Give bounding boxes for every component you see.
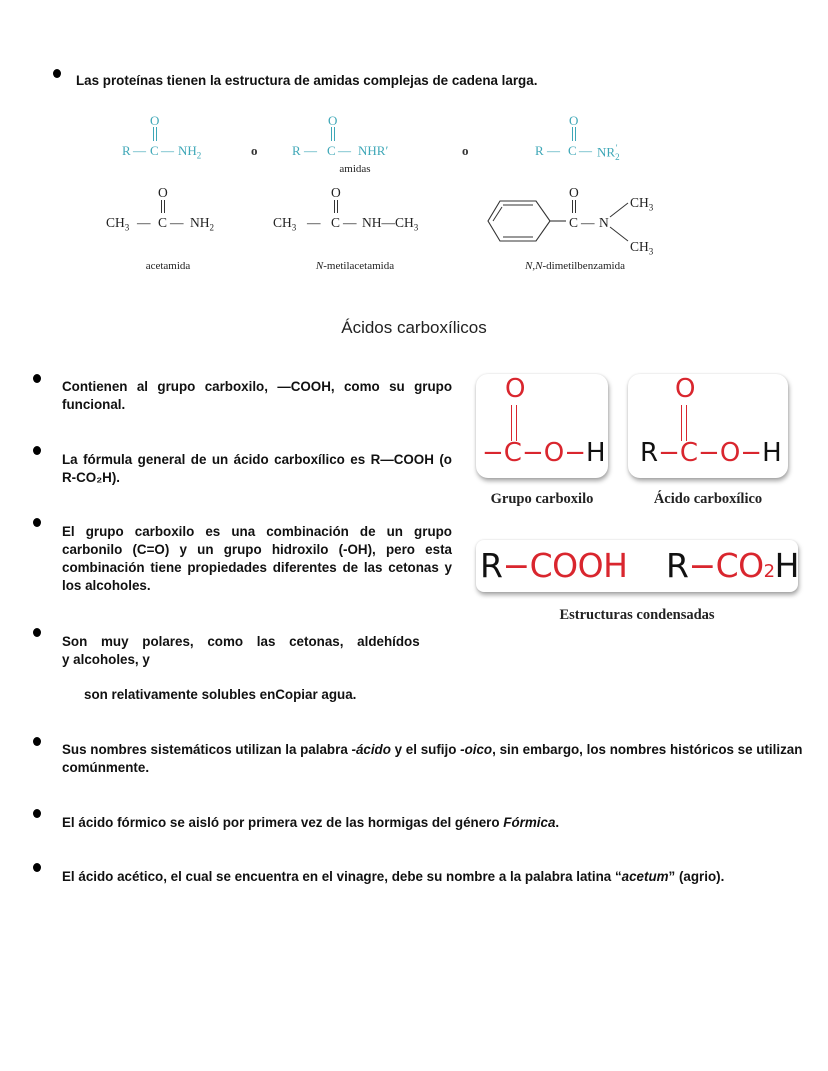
- amide-general-1: O R — C — $NH_2$: [122, 113, 202, 161]
- separator-o: o: [251, 143, 258, 158]
- bullet-dot: [33, 809, 41, 818]
- amide-general-2: O R — C — NHR′: [292, 113, 389, 158]
- acetamida-structure: O $CH_3$ — C — $NH_2$: [106, 185, 214, 233]
- n-metilacetamida-label: N-metilacetamida: [315, 260, 395, 272]
- carboxyl-group-figure: O −C−O−H: [476, 374, 608, 478]
- bullet-dot: [33, 374, 41, 383]
- bullet-dot: [33, 737, 41, 746]
- carboxylic-acid-figure: O R−C−O−H: [628, 374, 788, 478]
- intro-text: Las proteínas tienen la estructura de amidas complejas de cadena larga.: [76, 73, 538, 88]
- carboxylic-acid-caption: Ácido carboxílico: [653, 491, 763, 507]
- carboxyl-group-caption: Grupo carboxilo: [490, 491, 594, 507]
- bullet-dot: [53, 69, 61, 78]
- bullet-continuation-soluble: son relativamente solubles enCopiar agua.: [84, 687, 357, 702]
- bullet-dot: [33, 628, 41, 637]
- condensed-structures-caption: Estructuras condensadas: [559, 607, 715, 623]
- bullet-dot: [33, 518, 41, 527]
- amides-caption: amidas: [339, 163, 371, 175]
- bullet-dot: [33, 863, 41, 872]
- n-n-dimetilbenzamida-label: N,N-dimetilbenzamida: [525, 260, 625, 272]
- bullet-text-carboxyl-group: Contienen al grupo carboxilo, —COOH, como su grupo funcional.: [62, 379, 452, 412]
- benzene-ring-icon: [486, 199, 566, 243]
- section-title: Ácidos carboxílicos: [341, 318, 487, 337]
- separator-o: o: [462, 143, 469, 158]
- bullet-text-polar: Son muy polares, como las cetonas, aldehídos y alcoholes, y: [62, 634, 420, 667]
- bullet-text-general-formula: La fórmula general de un ácido carboxílico es R—COOH (o R-CO₂H).: [62, 452, 452, 485]
- bullet-text-acetic-acid: El ácido acético, el cual se encuentra en el vinagre, debe su nombre a la palabra latina “acetum” (agrio).: [62, 869, 725, 884]
- n-n-dimetilbenzamida-structure: O C — N $CH_3$ $CH_3$: [486, 185, 676, 257]
- bullet-text-formic-acid: El ácido fórmico se aisló por primera vez de las hormigas del género Fórmica.: [62, 815, 560, 830]
- bullet-dot: [33, 446, 41, 455]
- n-metilacetamida-structure: O $CH_3$ — C — $NH—CH_3$: [273, 185, 419, 233]
- amide-general-3: O R — C — $NR_2'$: [535, 113, 620, 162]
- bullet-text-combination: El grupo carboxilo es una combinación de un grupo carbonilo (C=O) y un grupo hidroxilo (-OH), pero esta combinación tiene propiedades diferentes de las cetonas y los alcoholes.: [62, 524, 452, 593]
- condensed-structures-figure: R−COOH R−CO2H: [476, 540, 798, 592]
- acetamida-label: acetamida: [145, 260, 191, 272]
- bullet-text-nomenclature: Sus nombres sistemáticos utilizan la palabra -ácido y el sufijo -oico, sin embargo, los nombres históricos se utilizan comúnmente.: [62, 742, 803, 775]
